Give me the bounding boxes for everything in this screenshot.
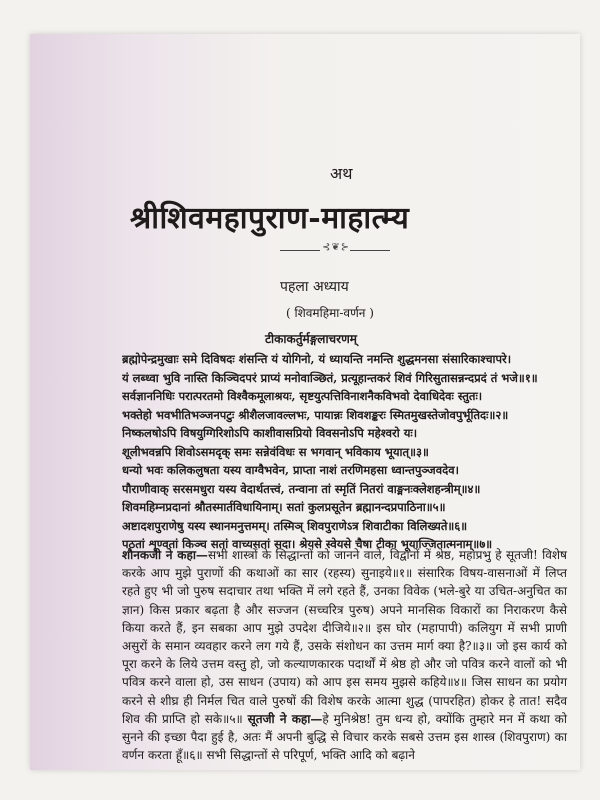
prose-paragraph xyxy=(122,546,567,764)
invocation-heading: टीकाकर्तुर्मङ्गलाचरणम् xyxy=(265,332,357,346)
chapter-subheading: ( शिवमहिमा-वर्णन ) xyxy=(286,306,374,320)
verse-line: भक्तेहो भवभीतिभञ्जनपटुः श्रीशैलजावल्लभः, पायान्नः शिवशङ्करः स्मितमुखस्तेजोवपुर्भूतिदः॥२॥ xyxy=(122,407,509,422)
pre-title: अथ xyxy=(330,164,353,183)
speaker-label: सूतजी ने कहा— xyxy=(247,711,323,726)
prose-text: सभी शास्त्रों के सिद्धान्तों को जानने वाले, विद्वानों में श्रेष्ठ, महाप्रभु हे सूतजी! विशेष करके आप मुझे पुराणों की कथाओं का सार (रहस्य) सुनाइये॥१॥ संसारिक विषय-वासनाओं में लिप्त रहते हुए भी जो पुरुष सदाचार तथा भक्ति में लगे रहते हैं, उनका विवेक (भले-बुरे या उचित-अनुचित का ज्ञान) किस प्रकार बढ़ता है और सज्जन (सच्चरित्र पुरुष) अपने मानसिक विकारों का निराकरण कैसे किया करते हैं, इन सबका आप मुझे उपदेश दीजिये॥२॥ इस घोर (महापापी) कलियुग में सभी प्राणी असुरों के समान व्यवहार करने लग गये हैं, उसके संशोधन का उत्तम मार्ग क्या है?॥३॥ जो इस कार्य को पूरा करने के लिये उत्तम वस्तु हो, जो कल्याणकारक पदार्थों में श्रेष्ठ हो और जो पवित्र करने वालों को भी पवित्र करने वाला हो, उस साधन (उपाय) को आप इस समय मुझसे कहिये॥४॥ जिस साधन का प्रयोग करने से शीघ्र ही निर्मल चित वाले पुरुषों की विशेष करके आत्मा शुद्ध (पापरहित) होकर हे तात! सदैव शिव की प्राप्ति हो सके॥५॥ xyxy=(122,548,567,726)
page-title: श्रीशिवमहापुराण-माहात्म्य xyxy=(130,201,410,236)
verse-line: सर्वज्ञाननिधिः परात्परतमो विश्वैकमूलाश्रयः, सृष्टयुत्पत्तिविनाशनैकविभवो देवाधिदेवः स्तुतः। xyxy=(122,389,483,403)
book-page xyxy=(30,34,580,770)
chapter-heading: पहला अध्याय xyxy=(280,279,349,295)
verse-line: अष्टादशपुराणेषु यस्य स्थानमनुत्तमम्। तस्मिञ् शिवपुराणेऽत्र शिवाटीका विलिख्यते॥६॥ xyxy=(122,518,468,533)
divider-line-right xyxy=(350,250,390,251)
verse-line: निष्कलषोऽपि विषयुग्गिरिशोऽपि काशीवासप्रियो विवसनोऽपि महेश्वरो यः। xyxy=(122,426,418,440)
divider-line-left xyxy=(280,250,320,251)
verse-line: धन्यो भवः कलिकलुषता यस्य वाग्वैभवेन, प्राप्ता नाशं तरणिमहसा ध्वान्तपुञ्जवदेव। xyxy=(122,463,459,477)
verse-line: यं लब्ध्वा भुवि नास्ति किञ्चिदपरं प्राप्यं मनोवाञ्छितं, प्रत्यूहान्तकरं शिवं गिरिसुतासन्नन्दप्रदं तं भजे॥१॥ xyxy=(122,370,538,385)
verse-line: शिवमहिम्नप्रदानां श्रौतस्मार्तविधायिनाम्। सतां कुलप्रसूतेन ब्रह्मानन्दप्रपाठिना॥५॥ xyxy=(122,500,446,514)
prose-text: हे मुनिश्रेष्ठ! तुम धन्य हो, क्योंकि तुम्हारे मन में कथा को सुनने की इच्छा पैदा हुई है, अतः मैं अपनी बुद्धि से विचार करके सबसे उत्तम इस शास्त्र (शिवपुराण) का वर्णन करता हूँ॥६॥ सभी सिद्धान्तों से परिपूर्ण, भक्ति आदि को बढ़ाने xyxy=(122,711,567,763)
verse-line: शूलीभवन्नपि शिवोऽसमदृक् समः सन्नेवंविधः स भगवान् भविकाय भूयात्॥३॥ xyxy=(122,444,429,459)
verse-line: पौराणीवाक् सरसमधुरा यस्य वेदार्थतत्त्वं, तन्वाना तां स्मृतिं नितरां वाङ्मनःक्लेशहन्त्रीम्॥४॥ xyxy=(122,481,481,496)
title-divider xyxy=(280,244,390,256)
verse-line: ब्रह्मोपेन्द्रमुखाः समे दिविषदः शंसन्ति यं योगिनो, यं ध्यायन्ति नमन्ति शुद्धमनसा संसारिकाश्चापरे। xyxy=(122,352,512,366)
ornament-icon: ⊰❦⊱ xyxy=(322,242,351,253)
verse-block xyxy=(122,350,542,554)
verse-line: पठतां शृण्वतां किञ्च सतां वाच्यसतां सदा। श्रेयसे स्वेयसे चैषा टीका भूयाज्जितात्मनाम्॥७॥ xyxy=(122,537,493,551)
speaker-label: शौनकजी ने कहा— xyxy=(122,548,208,562)
